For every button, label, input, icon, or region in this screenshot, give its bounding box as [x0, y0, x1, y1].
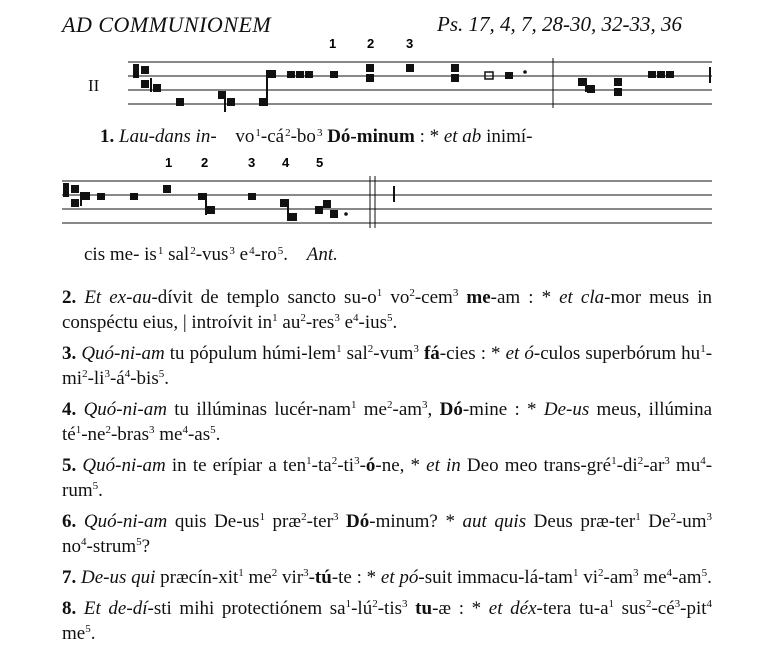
ictus-mark: 1: [165, 155, 173, 170]
lyric-syllable: -vus: [195, 244, 229, 265]
ictus-sup: 2: [637, 455, 644, 467]
lyric-syllable: -ro: [254, 244, 277, 265]
verse-intonation: et cla-: [559, 287, 611, 308]
lyric-syllable: sal: [168, 244, 190, 265]
ictus-sup: 1: [75, 424, 82, 436]
verse: [62, 283, 712, 333]
verse-text: -li: [87, 368, 105, 389]
ictus-sup: 2: [367, 343, 374, 355]
verse-accent: fá: [423, 343, 440, 364]
verse-text: -te : *: [331, 567, 381, 588]
verse-text: -am: [672, 567, 702, 588]
verse-text: -ter: [306, 511, 333, 532]
verse-text: sal: [341, 343, 368, 364]
ictus-sup: 4: [353, 312, 359, 324]
ictus-sup: 1: [336, 343, 342, 355]
lyric-mediant: : *: [419, 126, 440, 147]
verse-text: me: [62, 623, 86, 644]
lyric-syllables: inimí-: [486, 126, 533, 147]
verse-intonation: et in: [426, 455, 461, 476]
verse-number: 7.: [62, 567, 81, 588]
verse-text: suit immacu-lá-tam: [424, 567, 573, 588]
ictus-sup: 1: [345, 598, 352, 610]
ictus-sup: 5: [158, 368, 165, 380]
verse-text: me: [154, 424, 183, 445]
lyric-syllable: -cá: [260, 126, 285, 147]
verse-text: -di: [616, 455, 638, 476]
verse-text: -pit: [680, 598, 707, 619]
verse-intonation: et ó-: [505, 343, 541, 364]
verse-text: ,: [427, 399, 440, 420]
verse-intonation: Quó-ni-am: [81, 343, 165, 364]
verse-text: vi: [578, 567, 598, 588]
ictus-sup: 1: [255, 127, 261, 139]
verse-text: tu illúminas lucér-nam: [166, 399, 351, 420]
verse-text: -cé: [651, 598, 675, 619]
verse-text: quis De-us: [167, 511, 260, 532]
ictus-sup: 3: [332, 511, 339, 523]
verse-number: 1.: [100, 126, 115, 147]
verse: [62, 451, 712, 501]
ictus-mark: 3: [248, 155, 256, 170]
verse-text: -am: [603, 567, 634, 588]
verse: [62, 594, 712, 644]
psalm-verses: [62, 283, 712, 650]
lyric-syllable: .: [283, 244, 289, 265]
verse-text: -am : *: [490, 287, 560, 308]
ictus-sup: 4: [182, 424, 188, 436]
ictus-sup: 2: [409, 287, 415, 299]
verse-intonation: Et de-dí-: [83, 598, 154, 619]
verse-text: sti mihi protectiónem sa: [153, 598, 346, 619]
ictus-mark: 2: [367, 36, 375, 51]
ictus-sup: 2: [271, 567, 278, 579]
ictus-sup: 1: [238, 567, 244, 579]
verse-text: -mine : *: [462, 399, 544, 420]
lyric-syllables: cis me- is: [84, 244, 157, 265]
verse-text: in te erípiar a ten: [165, 455, 307, 476]
verse-text: -um: [675, 511, 707, 532]
verse-text: .: [98, 480, 103, 501]
ictus-sup: 3: [316, 127, 323, 139]
ictus-sup: 3: [402, 598, 408, 610]
verse-text: mu: [669, 455, 701, 476]
verse-text: -rum: [62, 455, 713, 501]
verse-text: [338, 511, 346, 532]
verse-number: 5.: [62, 455, 83, 476]
ictus-mark: 3: [406, 36, 414, 51]
verse-text: me: [356, 399, 387, 420]
ictus-sup: 3: [334, 312, 340, 324]
verse-accent: Dó: [439, 399, 463, 420]
verse-text: .: [215, 424, 221, 445]
verse-intonation: Et ex-au-: [84, 287, 158, 308]
ictus-sup: 3: [303, 567, 309, 579]
ictus-marks-line-2: [165, 155, 323, 170]
verse-number: 2.: [62, 287, 85, 308]
lyric-syllable: -bo: [290, 126, 316, 147]
verse-text: -bras: [110, 424, 149, 445]
verse-text: -strum: [86, 536, 137, 557]
ictus-sup: 2: [598, 567, 604, 579]
verse-intonation: et pó-: [380, 567, 425, 588]
ictus-sup: 4: [666, 567, 673, 579]
antiphon-marker: Ant.: [306, 244, 338, 265]
ictus-sup: 3: [229, 245, 235, 257]
verse-text: -minum? *: [369, 511, 463, 532]
ictus-mark: 5: [316, 155, 324, 170]
verse-text: Deus præ-ter: [526, 511, 636, 532]
verse: [62, 563, 712, 588]
ictus-sup: 3: [148, 424, 155, 436]
ictus-mark: 4: [282, 155, 290, 170]
verse-accent: me: [466, 287, 491, 308]
ictus-sup: 3: [104, 368, 110, 380]
chant-title: AD COMMUNIONEM: [62, 12, 272, 37]
verse-text: vir: [277, 567, 304, 588]
ictus-sup: 2: [387, 399, 393, 411]
lyrics-line-2: [84, 244, 338, 266]
ictus-sup: 2: [301, 511, 307, 523]
verse: [62, 339, 712, 389]
lyric-syllables: Lau-dans in-: [119, 126, 217, 147]
ictus-sup: 5: [277, 245, 284, 257]
verse-text: meus, illúmina té: [62, 399, 713, 445]
verse-intonation: De-us: [543, 399, 590, 420]
ictus-sup: 3: [664, 455, 670, 467]
ictus-sup: 2: [285, 127, 291, 139]
ictus-sup: 3: [706, 511, 713, 523]
verse-text: -ne: [81, 424, 106, 445]
verse-intonation: Quó-ni-am: [83, 511, 168, 532]
lyric-syllable: e: [239, 244, 249, 265]
ictus-sup: 1: [376, 287, 383, 299]
verse-number: 3.: [62, 343, 82, 364]
ictus-sup: 3: [422, 399, 428, 411]
verse-text: -cem: [414, 287, 453, 308]
verse-text: no: [62, 536, 81, 557]
verse-text: -vum: [373, 343, 414, 364]
ictus-sup: 5: [136, 536, 142, 548]
ictus-sup: 2: [82, 368, 88, 380]
ictus-sup: 5: [92, 480, 99, 492]
verse-text: -: [359, 455, 366, 476]
verse-text: .: [90, 623, 96, 644]
verse: [62, 395, 712, 445]
ictus-sup: 2: [372, 598, 378, 610]
verse-text: mor meus in conspéctu eius, | introívit in: [62, 287, 713, 333]
verse-text: -ta: [311, 455, 332, 476]
verse-text: De: [640, 511, 671, 532]
ictus-sup: 1: [700, 343, 706, 355]
verse-text: -á: [109, 368, 125, 389]
verse-text: præcín-xit: [155, 567, 239, 588]
ictus-sup: 1: [306, 455, 312, 467]
ictus-sup: 4: [700, 455, 706, 467]
verse: [62, 507, 712, 557]
verse-text: Deo meo trans-gré: [460, 455, 612, 476]
verse-text: -res: [305, 312, 335, 333]
verse-text: -lú: [351, 598, 373, 619]
ictus-sup: 2: [105, 424, 111, 436]
verse-text: -ius: [358, 312, 387, 333]
ictus-sup: 2: [645, 598, 652, 610]
verse-text: tu pópulum húmi-lem: [164, 343, 337, 364]
ictus-sup: 3: [674, 598, 681, 610]
ictus-sup: 5: [387, 312, 393, 324]
ictus-sup: 4: [706, 598, 713, 610]
ictus-sup: 2: [300, 312, 306, 324]
verse-text: -ti: [337, 455, 355, 476]
ictus-sup: 1: [572, 567, 579, 579]
verse-intonation: et déx-: [488, 598, 543, 619]
ictus-mark: 2: [201, 155, 209, 170]
neumes-line-2: [80, 185, 395, 221]
verse-text: dívit de templo sancto su-o: [157, 287, 377, 308]
verse-text: au: [277, 312, 301, 333]
ictus-sup: 3: [452, 287, 459, 299]
verse-number: 4.: [62, 399, 84, 420]
verse-text: tera tu-a: [542, 598, 609, 619]
verse-number: 8.: [62, 598, 84, 619]
ictus-sup: 1: [259, 511, 265, 523]
psalm-reference: Ps. 17, 4, 7, 28-30, 32-33, 36: [437, 12, 682, 36]
ictus-sup: 1: [350, 399, 357, 411]
verse-text: -ar: [643, 455, 665, 476]
verse-text: [408, 598, 416, 619]
ictus-mark: 1: [329, 36, 337, 51]
verse-text: vo: [382, 287, 410, 308]
verse-accent: tu: [415, 598, 433, 619]
ictus-sup: 1: [272, 312, 278, 324]
lyric-syllable: vo: [235, 126, 255, 147]
verse-text: -cies : *: [439, 343, 506, 364]
verse-intonation: De-us qui: [81, 567, 156, 588]
ictus-sup: 1: [157, 245, 164, 257]
ictus-sup: 2: [670, 511, 676, 523]
ictus-sup: 5: [210, 424, 216, 436]
verse-text: -: [308, 567, 315, 588]
ictus-sup: 4: [124, 368, 131, 380]
ictus-sup: 4: [249, 245, 255, 257]
verse-text: præ: [264, 511, 302, 532]
lyric-accent: Dó-minum: [327, 126, 415, 147]
verse-text: ?: [141, 536, 151, 557]
verse-text: -mi: [62, 343, 713, 389]
staff-2: [0, 0, 778, 240]
verse-number: 6.: [62, 511, 84, 532]
verse-text: culos superbórum hu: [540, 343, 701, 364]
verse-text: sus: [614, 598, 646, 619]
ictus-sup: 1: [635, 511, 641, 523]
ictus-sup: 1: [611, 455, 617, 467]
verse-text: me: [243, 567, 272, 588]
verse-text: -æ : *: [432, 598, 489, 619]
verse-text: e: [339, 312, 353, 333]
verse-text: .: [707, 567, 712, 588]
ictus-sup: 2: [331, 455, 338, 467]
verse-accent: Dó: [346, 511, 370, 532]
verse-text: -ne, *: [375, 455, 427, 476]
ictus-sup: 5: [701, 567, 708, 579]
verse-text: me: [638, 567, 667, 588]
verse-accent: tú: [314, 567, 332, 588]
verse-text: .: [164, 368, 169, 389]
ictus-sup: 3: [413, 343, 419, 355]
ictus-sup: 5: [85, 623, 91, 635]
verse-text: -tis: [377, 598, 402, 619]
verse-intonation: Quó-ni-am: [82, 455, 166, 476]
ictus-sup: 4: [81, 536, 87, 548]
ictus-sup: 1: [608, 598, 614, 610]
verse-intonation: aut quis: [462, 511, 527, 532]
lyric-syllables: et ab: [443, 126, 482, 147]
mode-number: II: [88, 76, 100, 95]
verse-text: -as: [187, 424, 211, 445]
verse-text: -bis: [130, 368, 159, 389]
verse-text: .: [392, 312, 398, 333]
verse-accent: ó: [365, 455, 376, 476]
ictus-sup: 2: [190, 245, 196, 257]
ictus-sup: 3: [633, 567, 639, 579]
verse-intonation: Quó-ni-am: [83, 399, 167, 420]
ictus-sup: 3: [354, 455, 360, 467]
verse-text: -am: [392, 399, 423, 420]
